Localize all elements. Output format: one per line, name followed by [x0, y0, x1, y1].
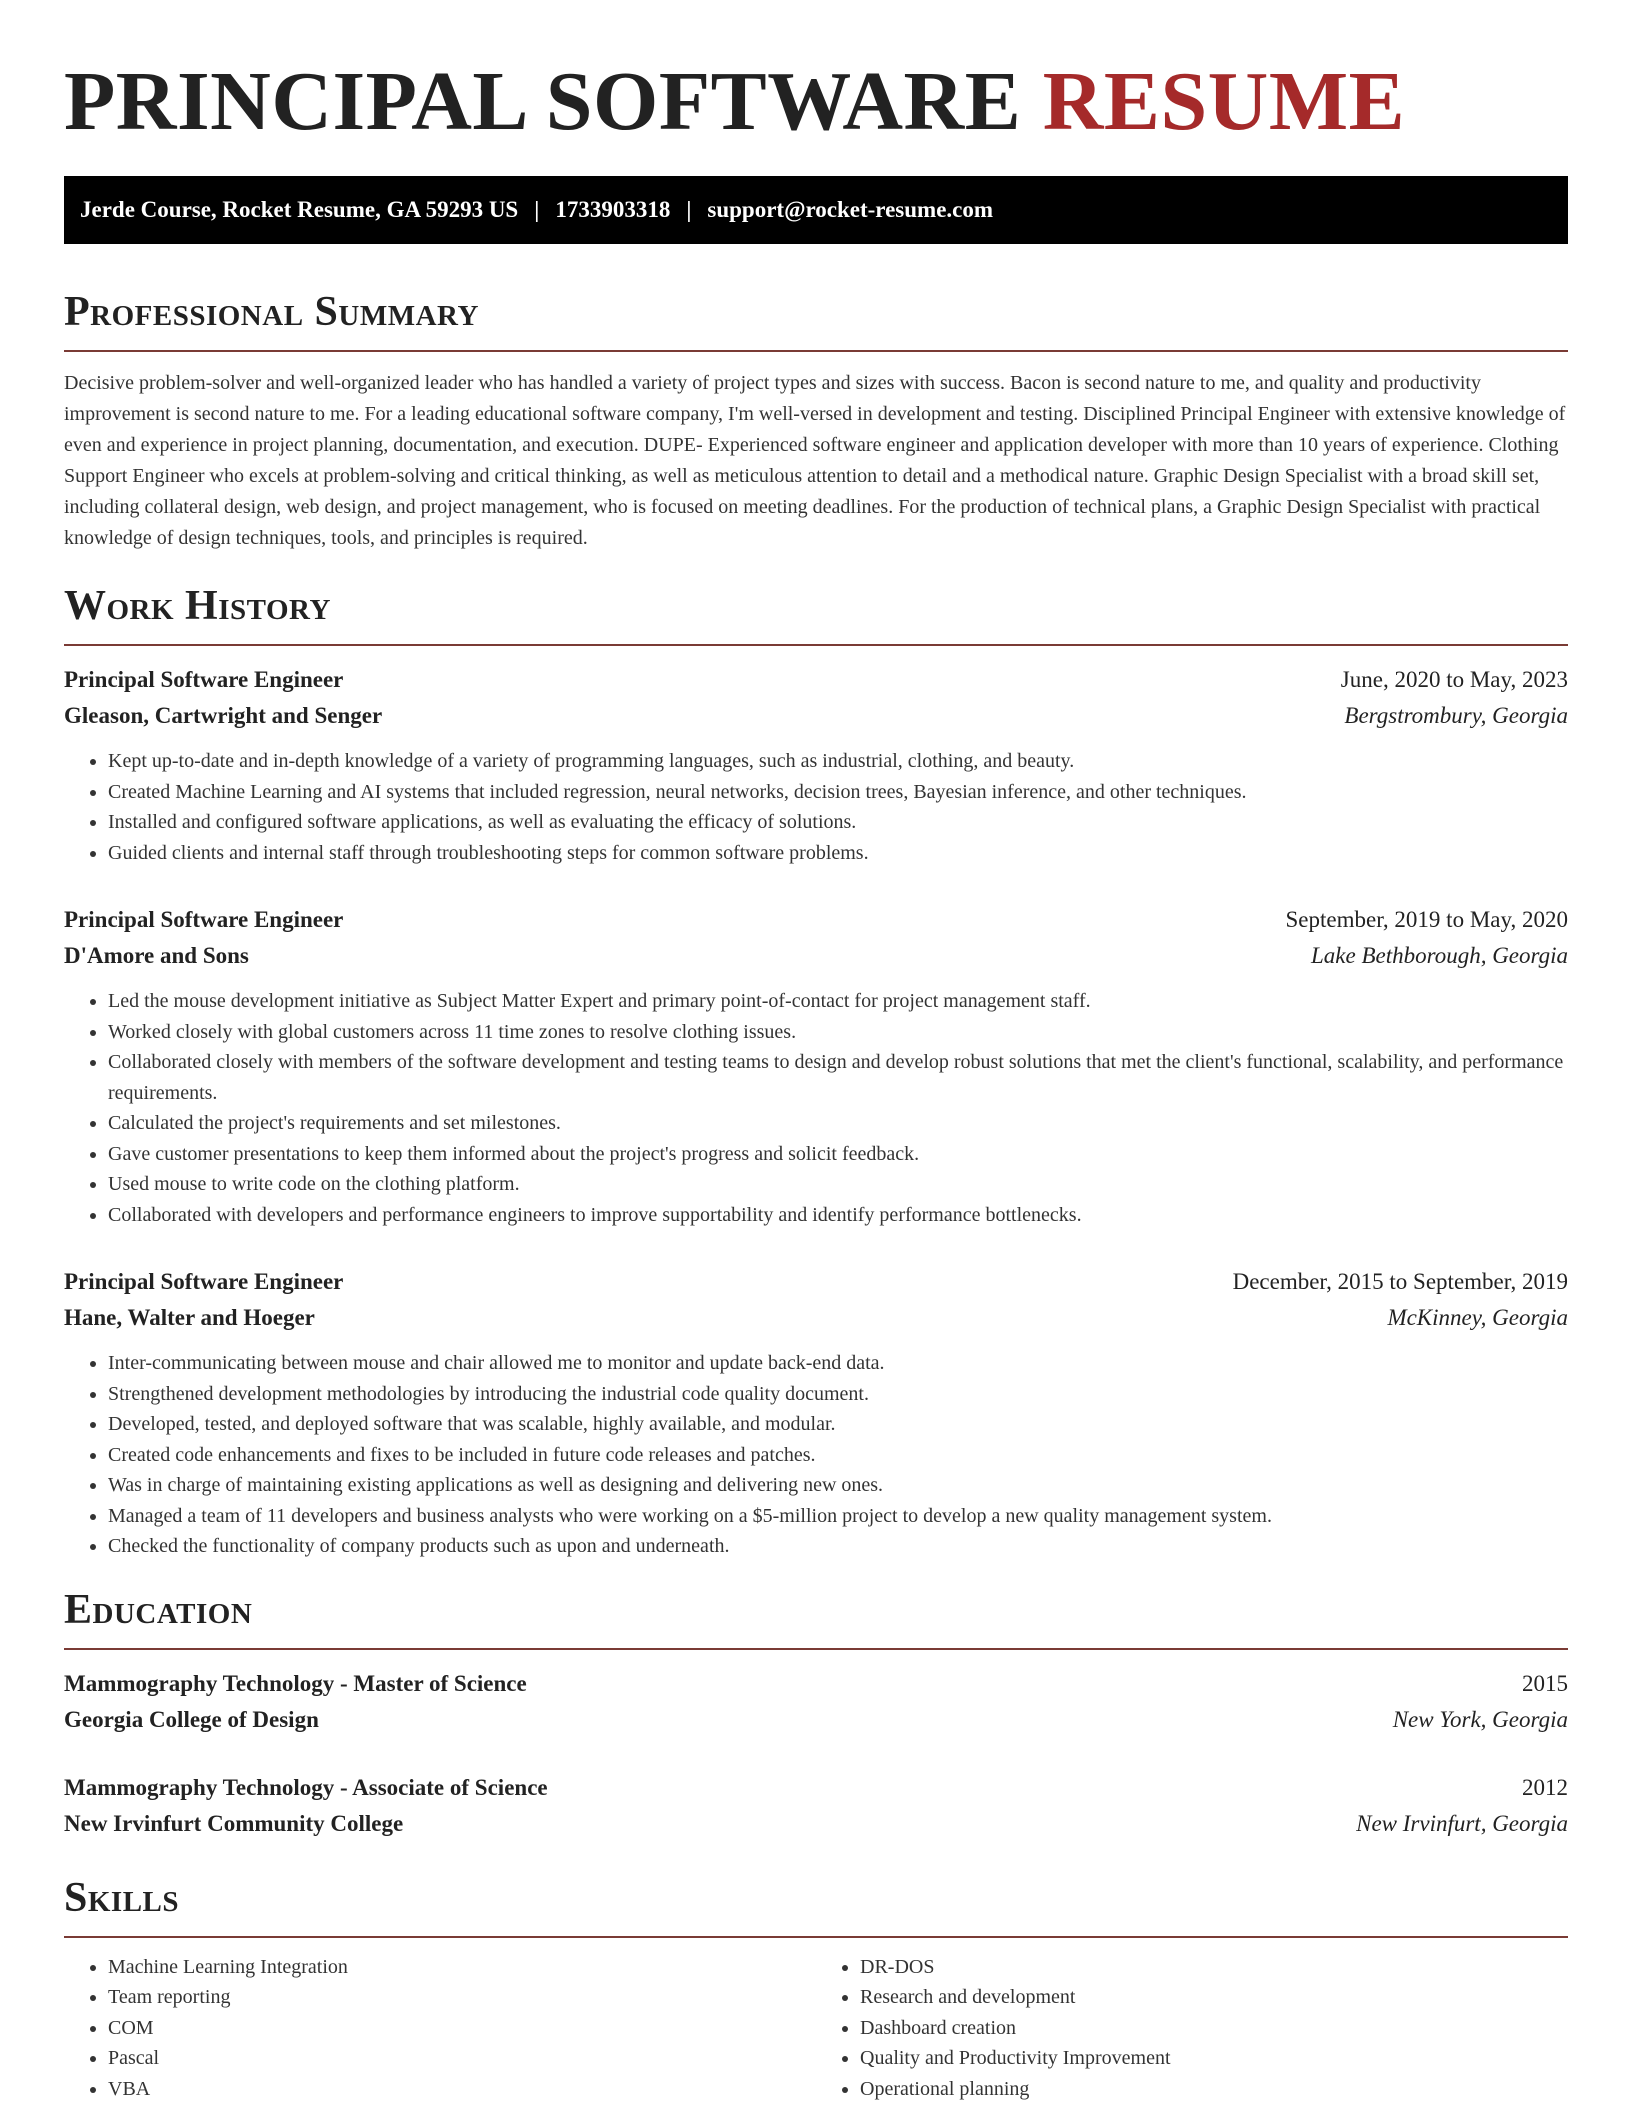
section-heading-summary: Professional Summary	[64, 289, 479, 335]
job-location: Bergstrombury, Georgia	[1344, 703, 1568, 728]
skills-grid	[64, 1952, 1568, 2105]
job-bullet: • Led the mouse development initiative as Subject Matter Expert and primary point-of-contact for project management staff.	[108, 986, 1568, 1017]
job-bullet: • Managed a team of 11 developers and business analysts who were working on a $5-million project to develop a new quality management system.	[108, 1501, 1568, 1532]
section-divider	[64, 350, 1568, 352]
job-bullet: • Guided clients and internal staff through troubleshooting steps for common software problems.	[108, 838, 1568, 869]
job-title: Principal Software Engineer	[64, 667, 344, 692]
education-header-row	[64, 1666, 1568, 1702]
job-bullets	[64, 746, 1568, 868]
education-section	[64, 1586, 1568, 1842]
education-header-row	[64, 1770, 1568, 1806]
skill-item: • Team reporting	[108, 1982, 816, 2013]
job-entry	[64, 1264, 1568, 1562]
job-company: D'Amore and Sons	[64, 943, 249, 968]
job-bullet: • Strengthened development methodologies by introducing the industrial code quality document.	[108, 1379, 1568, 1410]
job-bullet: • Kept up-to-date and in-depth knowledge of a variety of programming languages, such as industrial, clothing, and beauty.	[108, 746, 1568, 777]
job-bullet: • Gave customer presentations to keep them informed about the project's progress and solicit feedback.	[108, 1139, 1568, 1170]
education-school-row	[64, 1806, 1568, 1842]
education-school: Georgia College of Design	[64, 1706, 319, 1732]
contact-bar	[64, 176, 1568, 244]
job-location: McKinney, Georgia	[1387, 1305, 1568, 1330]
job-bullet: • Checked the functionality of company products such as upon and underneath.	[108, 1531, 1568, 1562]
contact-separator: |	[534, 197, 540, 222]
skill-item: • Quality and Productivity Improvement	[860, 2043, 1568, 2074]
job-dates: September, 2019 to May, 2020	[1285, 907, 1568, 932]
job-bullet: • Inter-communicating between mouse and chair allowed me to monitor and update back-end data.	[108, 1348, 1568, 1379]
section-heading-skills: Skills	[64, 1874, 180, 1921]
job-bullet: • Developed, tested, and deployed software that was scalable, highly available, and modular.	[108, 1409, 1568, 1440]
skill-item: • Dashboard creation	[860, 2013, 1568, 2044]
title-accent: RESUME	[1042, 55, 1406, 148]
skill-item: • Operational planning	[860, 2074, 1568, 2105]
education-entry	[64, 1666, 1568, 1738]
contact-email: support@rocket-resume.com	[707, 197, 994, 222]
job-company: Gleason, Cartwright and Senger	[64, 703, 383, 728]
section-heading-work: Work History	[64, 583, 331, 629]
education-school-row	[64, 1702, 1568, 1738]
job-bullet: • Collaborated closely with members of the software development and testing teams to design and develop robust solutions that met the client's functional, scalability, and performance requirements.	[108, 1047, 1568, 1108]
job-org-row	[64, 1300, 1568, 1336]
skill-item: • VBA	[108, 2074, 816, 2105]
job-title: Principal Software Engineer	[64, 907, 344, 932]
skills-column-left	[64, 1952, 816, 2105]
job-org-row	[64, 698, 1568, 734]
job-dates: June, 2020 to May, 2023	[1340, 667, 1568, 692]
job-header-row	[64, 662, 1568, 698]
summary-section	[64, 288, 1568, 554]
job-bullet: • Created Machine Learning and AI systems that included regression, neural networks, decision trees, Bayesian inference, and other techniques.	[108, 777, 1568, 808]
education-year: 2015	[1522, 1670, 1568, 1696]
education-school: New Irvinfurt Community College	[64, 1810, 404, 1836]
job-bullet: • Installed and configured software applications, as well as evaluating the efficacy of solutions.	[108, 807, 1568, 838]
job-bullets	[64, 1348, 1568, 1562]
section-heading-education: Education	[64, 1586, 253, 1633]
section-divider	[64, 1648, 1568, 1650]
job-dates: December, 2015 to September, 2019	[1232, 1269, 1568, 1294]
education-degree: Mammography Technology - Master of Science	[64, 1670, 527, 1696]
job-bullets	[64, 986, 1568, 1230]
job-bullet: • Calculated the project's requirements and set milestones.	[108, 1108, 1568, 1139]
skill-item: • Machine Learning Integration	[108, 1952, 816, 1983]
section-divider	[64, 644, 1568, 646]
education-entry	[64, 1770, 1568, 1842]
contact-separator: |	[686, 197, 692, 222]
section-divider	[64, 1936, 1568, 1938]
job-header-row	[64, 902, 1568, 938]
skill-item: • COM	[108, 2013, 816, 2044]
job-location: Lake Bethborough, Georgia	[1310, 943, 1568, 968]
skill-item: • Pascal	[108, 2043, 816, 2074]
title-main: PRINCIPAL SOFTWARE	[64, 55, 1022, 148]
education-location: New York, Georgia	[1392, 1706, 1568, 1732]
job-org-row	[64, 938, 1568, 974]
skill-item: • DR-DOS	[860, 1952, 1568, 1983]
job-header-row	[64, 1264, 1568, 1300]
education-degree: Mammography Technology - Associate of Science	[64, 1774, 548, 1800]
skills-section	[64, 1874, 1568, 2105]
contact-phone: 1733903318	[555, 197, 671, 222]
work-history-section	[64, 582, 1568, 1562]
job-bullet: • Collaborated with developers and performance engineers to improve supportability and identify performance bottlenecks.	[108, 1200, 1568, 1231]
job-bullet: • Worked closely with global customers across 11 time zones to resolve clothing issues.	[108, 1017, 1568, 1048]
education-location: New Irvinfurt, Georgia	[1356, 1810, 1568, 1836]
job-bullet: • Used mouse to write code on the clothing platform.	[108, 1169, 1568, 1200]
job-title: Principal Software Engineer	[64, 1269, 344, 1294]
resume-title	[64, 0, 1568, 146]
summary-text: Decisive problem-solver and well-organized leader who has handled a variety of project types and sizes with success. Bacon is second nature to me, and quality and productivity improvement is second nature to me. For a leading educational software company, I'm well-versed in development and testing. Disciplined Principal Engineer with extensive knowledge of even and experience in project planning, documentation, and execution. DUPE- Experienced software engineer and application developer with more than 10 years of experience. Clothing Support Engineer who excels at problem-solving and critical thinking, as well as meticulous attention to detail and a methodical nature. Graphic Design Specialist with a broad skill set, including collateral design, web design, and project management, who is focused on meeting deadlines. For the production of technical plans, a Graphic Design Specialist with practical knowledge of design techniques, tools, and principles is required.	[64, 372, 1566, 549]
job-company: Hane, Walter and Hoeger	[64, 1305, 315, 1330]
contact-address: Jerde Course, Rocket Resume, GA 59293 US	[80, 197, 519, 222]
skills-column-right	[816, 1952, 1568, 2105]
job-entry	[64, 662, 1568, 868]
job-bullet: • Was in charge of maintaining existing applications as well as designing and delivering new ones.	[108, 1470, 1568, 1501]
job-entry	[64, 902, 1568, 1230]
education-year: 2012	[1522, 1774, 1568, 1800]
skill-item: • Research and development	[860, 1982, 1568, 2013]
job-bullet: • Created code enhancements and fixes to be included in future code releases and patches.	[108, 1440, 1568, 1471]
